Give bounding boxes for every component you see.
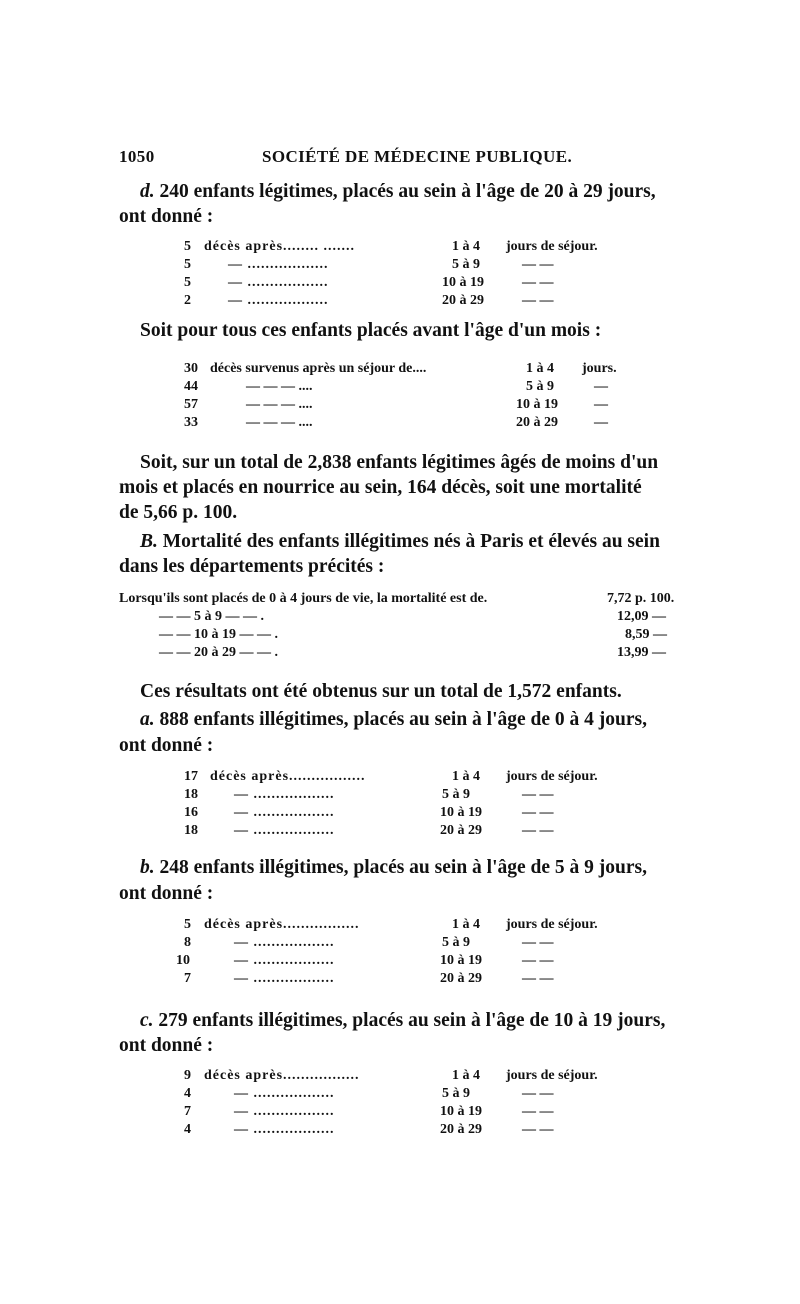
table-row [184, 917, 634, 935]
summary-1-table [184, 361, 634, 433]
table-row [119, 627, 694, 645]
label-cell: — .................. [234, 953, 335, 968]
range-cell: 10 à 19 [442, 275, 484, 290]
label-cell: — .................. [234, 823, 335, 838]
unit-cell: — — [522, 953, 554, 968]
text-cell: Lorsqu'ils sont placés de 0 à 4 jours de vie, la mortalité est de. [119, 591, 488, 606]
count-cell: 9 [184, 1068, 191, 1083]
unit-cell: — — [522, 935, 554, 950]
section-b-table [176, 917, 634, 989]
count-cell: 5 [184, 257, 191, 272]
count-cell: 5 [184, 239, 191, 254]
count-cell: 10 [176, 953, 190, 968]
range-cell: 5 à 9 [442, 935, 470, 950]
table-row [184, 805, 634, 823]
unit-cell: — — [522, 257, 554, 272]
label-cell: décès après................. [204, 1068, 360, 1083]
label-cell: — .................. [234, 1122, 335, 1137]
section-c-line2: ont donné : [119, 1035, 214, 1056]
summary-2-line3: de 5,66 p. 100. [119, 502, 238, 523]
unit-cell: — — [522, 1086, 554, 1101]
label-cell: — — — .... [246, 397, 313, 412]
label-cell: décès après................. [204, 917, 360, 932]
count-cell: 4 [184, 1086, 191, 1101]
unit-cell: — — [522, 275, 554, 290]
table-row [184, 397, 634, 415]
count-cell: 18 [184, 787, 198, 802]
results-line: Ces résultats ont été obtenus sur un total de 1,572 enfants. [140, 681, 622, 702]
label-cell: — .................. [234, 1086, 335, 1101]
section-text: 888 enfants illégitimes, placés au sein à l'âge de 0 à 4 jours, [159, 709, 647, 730]
range-cell: 5 à 9 [442, 1086, 470, 1101]
table-row [184, 361, 634, 379]
section-B-table [119, 591, 694, 663]
summary-2-line1: Soit, sur un total de 2,838 enfants légitimes âgés de moins d'un [140, 452, 659, 473]
table-row [184, 275, 624, 293]
label-cell: décès survenus après un séjour de.... [210, 361, 427, 376]
unit-cell: — [594, 379, 608, 394]
count-cell: 5 [184, 917, 191, 932]
value-cell: 8,59 — [625, 627, 667, 642]
table-row [176, 953, 634, 971]
count-cell: 7 [184, 971, 191, 986]
label-cell: — — — .... [246, 415, 313, 430]
table-row [119, 645, 694, 663]
table-row [184, 971, 634, 989]
unit-cell: — — [522, 805, 554, 820]
section-letter: b. [140, 857, 155, 878]
table-row [184, 769, 634, 787]
unit-cell: — — [522, 971, 554, 986]
unit-cell: — [594, 397, 608, 412]
label-cell: décès après........ ....... [204, 239, 356, 254]
section-B-line2: dans les départements précités : [119, 556, 385, 577]
section-a-line2: ont donné : [119, 735, 214, 756]
range-cell: 10 à 19 [440, 805, 482, 820]
section-c-table [184, 1068, 634, 1140]
count-cell: 18 [184, 823, 198, 838]
section-B-heading [140, 531, 660, 553]
section-text: 240 enfants légitimes, placés au sein à l'âge de 20 à 29 jours, [159, 181, 656, 202]
unit-cell: jours. [582, 361, 617, 376]
page-number: 1050 [119, 147, 155, 166]
section-b-line2: ont donné : [119, 883, 214, 904]
unit-cell: — — [522, 1104, 554, 1119]
label-cell: — .................. [234, 1104, 335, 1119]
text-cell: — — 10 à 19 — — . [159, 627, 278, 642]
unit-cell: — — [522, 823, 554, 838]
section-a-heading [140, 709, 647, 731]
section-text: 248 enfants illégitimes, placés au sein à l'âge de 5 à 9 jours, [159, 857, 647, 878]
section-d-heading [140, 181, 656, 203]
count-cell: 30 [184, 361, 198, 376]
count-cell: 33 [184, 415, 198, 430]
table-row [184, 1068, 634, 1086]
running-title: SOCIÉTÉ DE MÉDECINE PUBLIQUE. [262, 147, 573, 166]
label-cell: — .................. [234, 805, 335, 820]
range-cell: 1 à 4 [452, 917, 480, 932]
text-cell: — — 5 à 9 — — . [159, 609, 264, 624]
range-cell: 1 à 4 [452, 1068, 480, 1083]
range-cell: 20 à 29 [440, 971, 482, 986]
table-row [184, 1086, 634, 1104]
label-cell: — .................. [234, 787, 335, 802]
range-cell: 20 à 29 [516, 415, 558, 430]
count-cell: 5 [184, 275, 191, 290]
section-letter: d. [140, 181, 155, 202]
range-cell: 1 à 4 [452, 239, 480, 254]
table-row [184, 293, 624, 311]
unit-cell: — — [522, 787, 554, 802]
count-cell: 17 [184, 769, 198, 784]
table-row [184, 257, 624, 275]
unit-cell: jours de séjour. [506, 917, 598, 932]
section-letter: B. [140, 531, 158, 552]
table-row [184, 1122, 634, 1140]
section-a-table [184, 769, 634, 841]
unit-cell: — [594, 415, 608, 430]
range-cell: 1 à 4 [452, 769, 480, 784]
section-text: 279 enfants illégitimes, placés au sein à l'âge de 10 à 19 jours, [158, 1010, 666, 1031]
section-d-line2: ont donné : [119, 206, 214, 227]
value-cell: 12,09 — [617, 609, 666, 624]
count-cell: 4 [184, 1122, 191, 1137]
table-row [184, 787, 634, 805]
unit-cell: — — [522, 293, 554, 308]
count-cell: 44 [184, 379, 198, 394]
count-cell: 57 [184, 397, 198, 412]
range-cell: 20 à 29 [440, 823, 482, 838]
section-b-heading [140, 857, 647, 879]
count-cell: 2 [184, 293, 191, 308]
range-cell: 5 à 9 [452, 257, 480, 272]
unit-cell: jours de séjour. [506, 769, 598, 784]
count-cell: 7 [184, 1104, 191, 1119]
summary-2-line2: mois et placés en nourrice au sein, 164 décès, soit une mortalité [119, 477, 642, 498]
range-cell: 5 à 9 [442, 787, 470, 802]
unit-cell: — — [522, 1122, 554, 1137]
text-cell: — — 20 à 29 — — . [159, 645, 278, 660]
label-cell: — .................. [228, 275, 329, 290]
unit-cell: jours de séjour. [506, 239, 598, 254]
range-cell: 20 à 29 [440, 1122, 482, 1137]
section-d-table [184, 239, 624, 311]
table-row [184, 823, 634, 841]
count-cell: 16 [184, 805, 198, 820]
label-cell: — .................. [234, 935, 335, 950]
label-cell: décès après................. [210, 769, 366, 784]
table-row [184, 1104, 634, 1122]
range-cell: 5 à 9 [526, 379, 554, 394]
range-cell: 10 à 19 [440, 1104, 482, 1119]
value-cell: 13,99 — [617, 645, 666, 660]
label-cell: — .................. [228, 257, 329, 272]
summary-1-line: Soit pour tous ces enfants placés avant l'âge d'un mois : [140, 320, 602, 341]
value-cell: 7,72 p. 100. [607, 591, 675, 606]
table-row [184, 935, 634, 953]
table-row [184, 239, 624, 257]
range-cell: 10 à 19 [440, 953, 482, 968]
range-cell: 1 à 4 [526, 361, 554, 376]
section-text: Mortalité des enfants illégitimes nés à Paris et élevés au sein [162, 531, 660, 552]
range-cell: 10 à 19 [516, 397, 558, 412]
table-row [119, 609, 694, 627]
table-row [184, 379, 634, 397]
label-cell: — — — .... [246, 379, 313, 394]
section-letter: c. [140, 1010, 154, 1031]
section-letter: a. [140, 709, 155, 730]
section-c-heading [140, 1010, 665, 1032]
count-cell: 8 [184, 935, 191, 950]
label-cell: — .................. [228, 293, 329, 308]
label-cell: — .................. [234, 971, 335, 986]
table-row [184, 415, 634, 433]
range-cell: 20 à 29 [442, 293, 484, 308]
unit-cell: jours de séjour. [506, 1068, 598, 1083]
table-row [119, 591, 694, 609]
